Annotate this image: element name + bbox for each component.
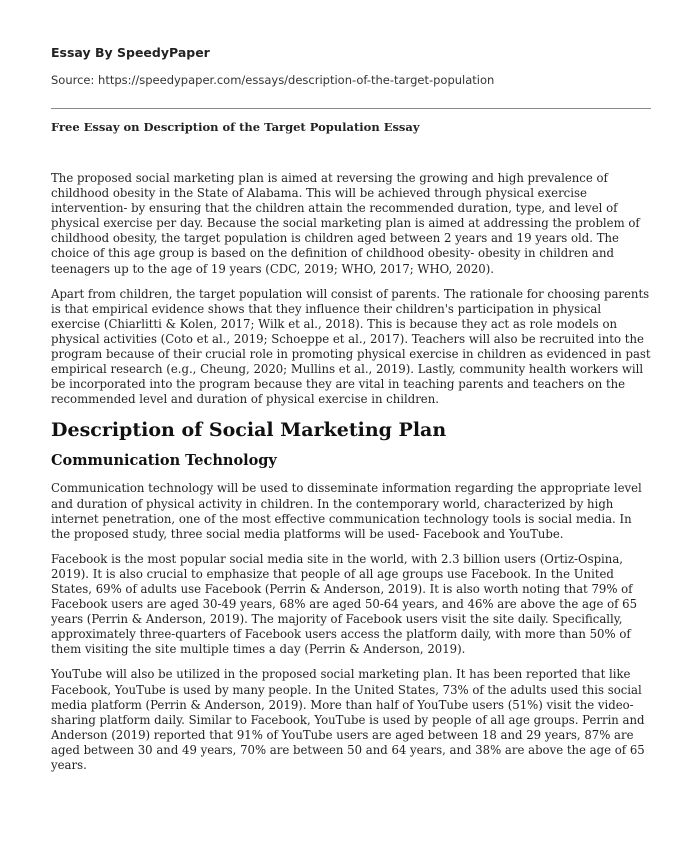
document-body	[51, 171, 651, 783]
source-line: Source: https://speedypaper.com/essays/description-of-the-target-population	[51, 73, 495, 87]
paragraph: Apart from children, the target population will consist of parents. The rationale for choosing parents is that empirical evidence shows that they influence their children's participation in physical exercise (Chiarlitti & Kolen, 2017; Wilk et al., 2018). This is because they act as role models on physical activities (Coto et al., 2019; Schoeppe et al., 2017). Teachers will also be recruited into the program because of their crucial role in promoting physical exercise in children as evidenced in past empirical research (e.g., Cheung, 2020; Mullins et al., 2019). Lastly, community health workers will be incorporated into the program because they are vital in teaching parents and teachers on the recommended level and duration of physical exercise in children.	[51, 286, 651, 407]
paragraph: Facebook is the most popular social media site in the world, with 2.3 billion users (Ortiz-Ospina, 2019). It is also crucial to emphasize that people of all age groups use Facebook. In the United States, 69% of adults use Facebook (Perrin & Anderson, 2019). It is also worth noting that 79% of Facebook users are aged 30-49 years, 68% are aged 50-64 years, and 46% are above the age of 65 years (Perrin & Anderson, 2019). The majority of Facebook users visit the site daily. Specifically, approximately three-quarters of Facebook users access the platform daily, with more than 50% of them visiting the site multiple times a day (Perrin & Anderson, 2019).	[51, 551, 638, 657]
paragraph: The proposed social marketing plan is aimed at reversing the growing and high prevalence of childhood obesity in the State of Alabama. This will be achieved through physical exercise intervention- by ensuring that the children attain the recommended duration, type, and level of physical exercise per day. Because the social marketing plan is aimed at addressing the problem of childhood obesity, the target population is children aged between 2 years and 19 years old. The choice of this age group is based on the definition of childhood obesity- obesity in children and teenagers up to the age of 19 years (CDC, 2019; WHO, 2017; WHO, 2020).	[51, 171, 640, 276]
subsection-heading: Communication Technology	[51, 452, 277, 470]
section-heading: Description of Social Marketing Plan	[51, 419, 447, 442]
paragraph: YouTube will also be utilized in the proposed social marketing plan. It has been reported that like Facebook, YouTube is used by many people. In the United States, 73% of the adults used this social media platform (Perrin & Anderson, 2019). More than half of YouTube users (51%) visit the video-sharing platform daily. Similar to Facebook, YouTube is used by people of all age groups. Perrin and Anderson (2019) reported that 91% of YouTube users are aged between 18 and 29 years, 87% are aged between 30 and 49 years, 70% are between 50 and 64 years, and 38% are above the age of 65 years.	[51, 667, 645, 772]
header-divider	[51, 108, 651, 109]
paragraph: Communication technology will be used to disseminate information regarding the appropriate level and duration of physical activity in children. In the contemporary world, characterized by high internet penetration, one of the most effective communication technology tools is social media. In the proposed study, three social media platforms will be used- Facebook and YouTube.	[51, 481, 642, 541]
document-title: Free Essay on Description of the Target Population Essay	[51, 120, 420, 134]
brand-title: Essay By SpeedyPaper	[51, 45, 210, 60]
